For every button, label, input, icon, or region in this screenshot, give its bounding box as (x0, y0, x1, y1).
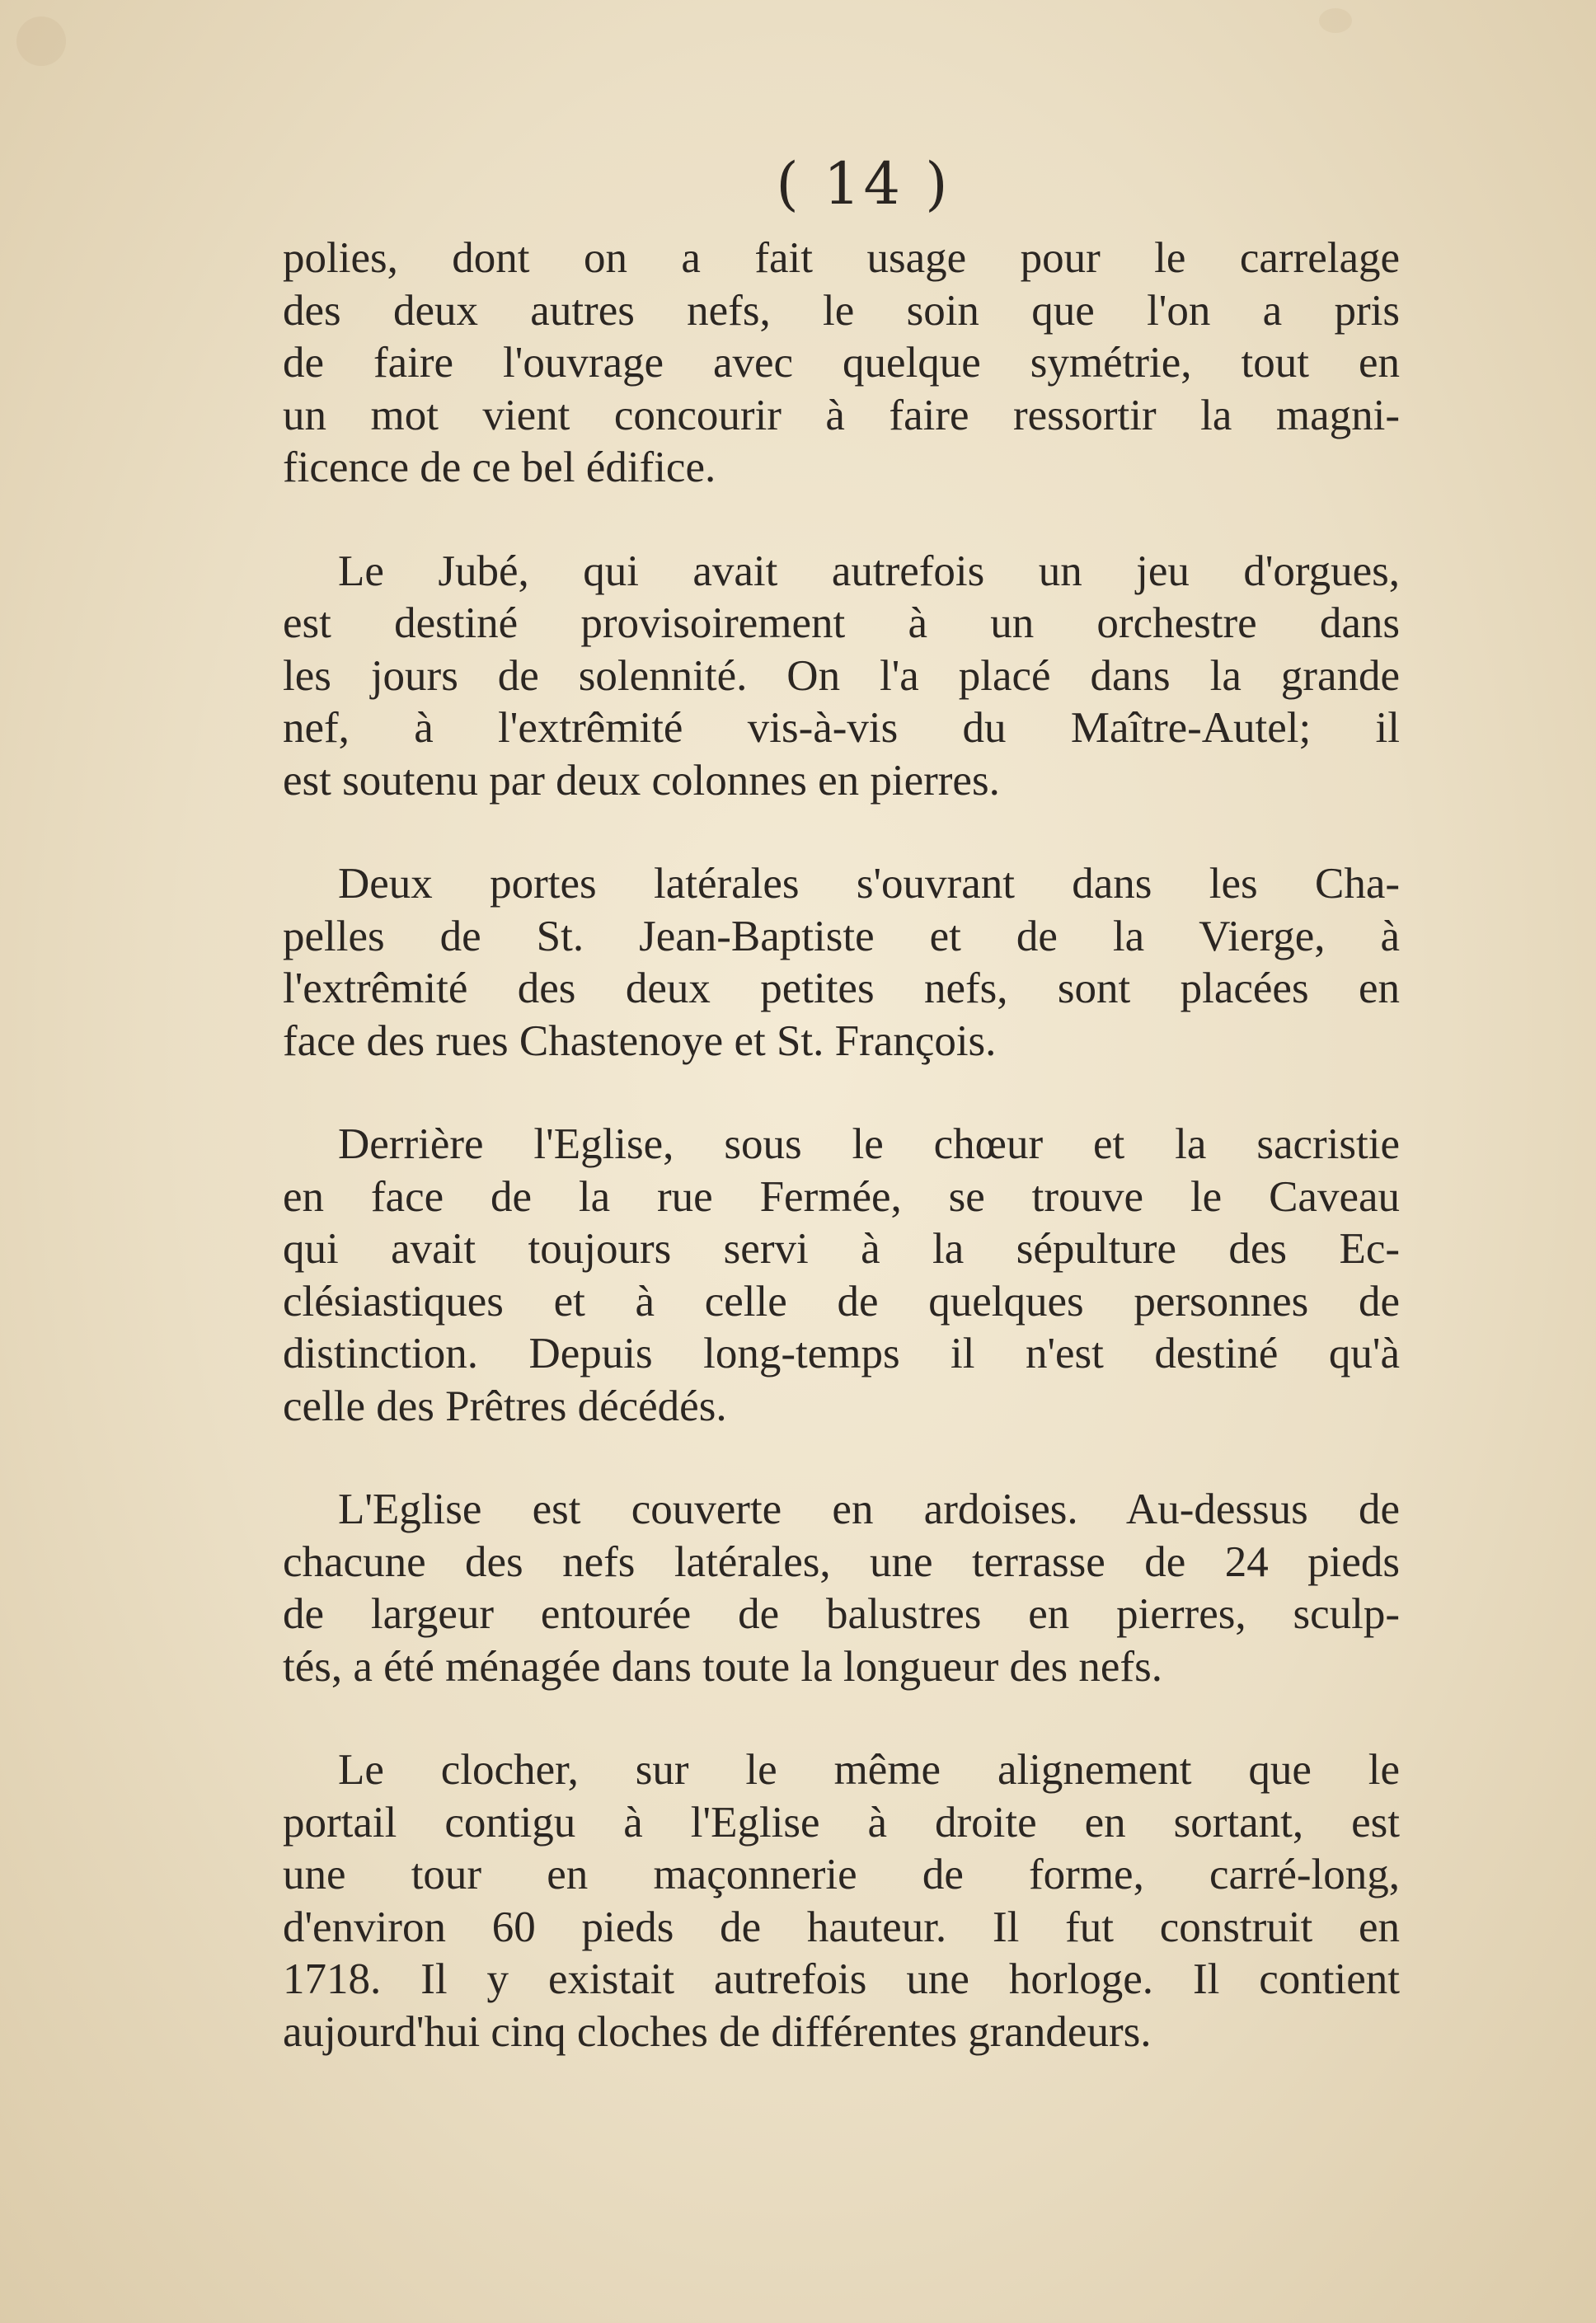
text-line: celle des Prêtres décédés. (283, 1382, 727, 1430)
text-line: des deux autres nefs, le soin que l'on a pris (283, 286, 1400, 335)
text-line: nef, à l'extrêmité vis-à-vis du Maître-Autel; il (283, 704, 1400, 752)
text-line: est destiné provisoirement à un orchestre dans (283, 599, 1400, 647)
paragraph-gap (283, 1068, 1400, 1119)
text-line: Le clocher, sur le même alignement que le (338, 1746, 1400, 1794)
paragraph-gap (283, 807, 1400, 858)
page-number: ( 14 ) (776, 150, 951, 218)
text-line: portail contigu à l'Eglise à droite en sortant, est (283, 1798, 1400, 1847)
text-line: clésiastiques et à celle de quelques personnes de (283, 1277, 1400, 1326)
paragraph-gap (283, 495, 1400, 546)
paragraph (283, 1484, 1400, 1693)
text-line: est soutenu par deux colonnes en pierres. (283, 756, 1000, 805)
text-line: de faire l'ouvrage avec quelque symétrie, tout en (283, 339, 1400, 387)
text-line: chacune des nefs latérales, une terrasse de 24 pieds (283, 1537, 1400, 1586)
text-line: distinction. Depuis long-temps il n'est destiné qu'à (283, 1330, 1400, 1377)
text-body (283, 232, 1400, 2058)
paragraph (283, 858, 1400, 1068)
paragraph (283, 232, 1400, 495)
text-line: Deux portes latérales s'ouvrant dans les Cha- (338, 860, 1400, 908)
text-line: l'extrêmité des deux petites nefs, sont placées en (283, 964, 1400, 1012)
text-line: qui avait toujours servi à la sépulture des Ec- (283, 1225, 1400, 1273)
text-line: L'Eglise est couverte en ardoises. Au-dessus de (338, 1485, 1400, 1533)
text-line: Derrière l'Eglise, sous le chœur et la sacristie (338, 1120, 1400, 1168)
text-line: 1718. Il y existait autrefois une horloge. Il contient (283, 1955, 1400, 2003)
text-line: aujourd'hui cinq cloches de différentes grandeurs. (283, 2007, 1152, 2056)
text-line: en face de la rue Fermée, se trouve le Caveau (283, 1172, 1400, 1221)
text-line: face des rues Chastenoye et St. François. (283, 1016, 997, 1065)
text-line: ficence de ce bel édifice. (283, 443, 716, 491)
text-line: de largeur entourée de balustres en pierres, sculp- (283, 1590, 1400, 1638)
paragraph (283, 1744, 1400, 2058)
paper-stain (1319, 8, 1352, 33)
text-line: les jours de solennité. On l'a placé dans la grande (283, 651, 1400, 700)
paper-stain (16, 16, 66, 66)
text-line: d'environ 60 pieds de hauteur. Il fut construit en (283, 1903, 1400, 1951)
text-line: un mot vient concourir à faire ressortir la magni- (283, 391, 1400, 439)
text-line: polies, dont on a fait usage pour le carrelage (283, 234, 1400, 282)
paragraph (283, 546, 1400, 808)
text-line: pelles de St. Jean-Baptiste et de la Vierge, à (283, 912, 1400, 960)
paragraph-gap (283, 1693, 1400, 1744)
text-line: une tour en maçonnerie de forme, carré-long, (283, 1851, 1400, 1898)
paragraph-gap (283, 1433, 1400, 1484)
text-line: tés, a été ménagée dans toute la longueur des nefs. (283, 1642, 1162, 1691)
text-line: Le Jubé, qui avait autrefois un jeu d'orgues, (338, 547, 1400, 595)
paragraph (283, 1119, 1400, 1433)
